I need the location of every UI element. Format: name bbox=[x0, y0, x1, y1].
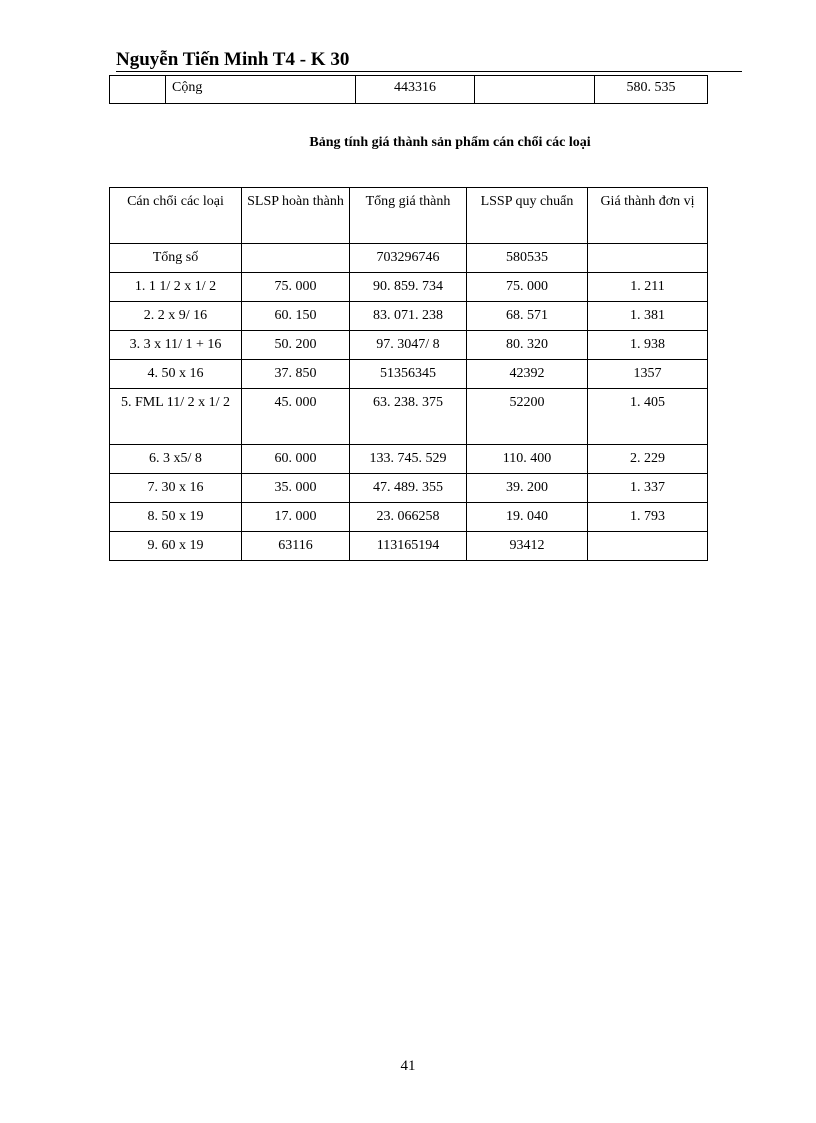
table-cell: 113165194 bbox=[350, 532, 467, 561]
table-cell: 45. 000 bbox=[242, 389, 350, 445]
table-cell: 133. 745. 529 bbox=[350, 445, 467, 474]
cost-table bbox=[109, 187, 708, 561]
table-cell: 68. 571 bbox=[467, 302, 588, 331]
table-cell: 75. 000 bbox=[242, 273, 350, 302]
table-row bbox=[110, 76, 708, 104]
table-cell: 51356345 bbox=[350, 360, 467, 389]
table-cell: 97. 3047/ 8 bbox=[350, 331, 467, 360]
table-cell: 1. 381 bbox=[588, 302, 708, 331]
column-header: Tổng giá thành bbox=[350, 188, 467, 244]
table-cell: 4. 50 x 16 bbox=[110, 360, 242, 389]
table-cell: 7. 30 x 16 bbox=[110, 474, 242, 503]
table-header-row bbox=[110, 188, 708, 244]
table-cell: 90. 859. 734 bbox=[350, 273, 467, 302]
table-cell: 35. 000 bbox=[242, 474, 350, 503]
table-row bbox=[110, 503, 708, 532]
table-cell: 1. 337 bbox=[588, 474, 708, 503]
table-cell: Tổng số bbox=[110, 244, 242, 273]
table-cell: 19. 040 bbox=[467, 503, 588, 532]
table-cell: 1. 1 1/ 2 x 1/ 2 bbox=[110, 273, 242, 302]
table-row bbox=[110, 273, 708, 302]
table-cell: 9. 60 x 19 bbox=[110, 532, 242, 561]
table-cell: 1357 bbox=[588, 360, 708, 389]
column-header: Giá thành đơn vị bbox=[588, 188, 708, 244]
table-cell: 23. 066258 bbox=[350, 503, 467, 532]
page-number: 41 bbox=[400, 1058, 416, 1074]
table-cell: 83. 071. 238 bbox=[350, 302, 467, 331]
carry-over-table bbox=[109, 75, 708, 104]
table-cell: 703296746 bbox=[350, 244, 467, 273]
table-cell: 80. 320 bbox=[467, 331, 588, 360]
table-row bbox=[110, 244, 708, 273]
table-cell: 39. 200 bbox=[467, 474, 588, 503]
table-cell: 37. 850 bbox=[242, 360, 350, 389]
table-cell: 1. 938 bbox=[588, 331, 708, 360]
table-row bbox=[110, 532, 708, 561]
table-cell: 580535 bbox=[467, 244, 588, 273]
table-row bbox=[110, 360, 708, 389]
table-cell: 1. 405 bbox=[588, 389, 708, 445]
table-cell bbox=[588, 244, 708, 273]
table-cell: 17. 000 bbox=[242, 503, 350, 532]
header-rule bbox=[116, 71, 742, 72]
carry-value-cell: 580. 535 bbox=[595, 76, 708, 104]
carry-value-cell: 443316 bbox=[356, 76, 475, 104]
table-cell: 1. 793 bbox=[588, 503, 708, 532]
table-title: Bảng tính giá thành sản phẩm cán chổi các loại bbox=[309, 135, 591, 150]
table-cell: 60. 000 bbox=[242, 445, 350, 474]
table-row bbox=[110, 474, 708, 503]
table-cell: 2. 2 x 9/ 16 bbox=[110, 302, 242, 331]
table-cell: 2. 229 bbox=[588, 445, 708, 474]
column-header: LSSP quy chuẩn bbox=[467, 188, 588, 244]
table-cell: 6. 3 x5/ 8 bbox=[110, 445, 242, 474]
table-row bbox=[110, 389, 708, 445]
table-cell bbox=[475, 76, 595, 104]
table-cell: 3. 3 x 11/ 1 + 16 bbox=[110, 331, 242, 360]
table-cell: 63. 238. 375 bbox=[350, 389, 467, 445]
table-cell: 75. 000 bbox=[467, 273, 588, 302]
table-cell: 42392 bbox=[467, 360, 588, 389]
table-cell: 50. 200 bbox=[242, 331, 350, 360]
document-header-title: Nguyễn Tiến Minh T4 - K 30 bbox=[116, 49, 350, 70]
table-cell: 60. 150 bbox=[242, 302, 350, 331]
table-cell: 110. 400 bbox=[467, 445, 588, 474]
table-row bbox=[110, 331, 708, 360]
table-cell: 8. 50 x 19 bbox=[110, 503, 242, 532]
table-row bbox=[110, 302, 708, 331]
table-cell: 1. 211 bbox=[588, 273, 708, 302]
table-cell: 47. 489. 355 bbox=[350, 474, 467, 503]
table-cell: 52200 bbox=[467, 389, 588, 445]
table-cell bbox=[242, 244, 350, 273]
table-cell bbox=[110, 76, 166, 104]
column-header: SLSP hoàn thành bbox=[242, 188, 350, 244]
table-cell bbox=[588, 532, 708, 561]
table-row bbox=[110, 445, 708, 474]
table-cell: 5. FML 11/ 2 x 1/ 2 bbox=[110, 389, 242, 445]
column-header: Cán chổi các loại bbox=[110, 188, 242, 244]
table-cell: 93412 bbox=[467, 532, 588, 561]
carry-label-cell: Cộng bbox=[166, 76, 356, 104]
table-cell: 63116 bbox=[242, 532, 350, 561]
